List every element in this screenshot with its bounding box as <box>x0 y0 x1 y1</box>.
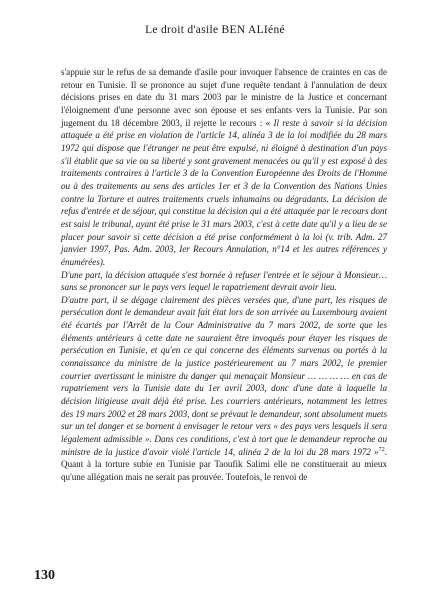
paragraph-3 <box>61 294 387 484</box>
paragraph-2 <box>61 269 387 294</box>
page-number: 130 <box>34 568 55 583</box>
footnote-reference[interactable]: 72 <box>378 446 385 453</box>
paragraph-3-tail: . Quant à la torture subie en Tunisie par Taoufik Salimi elle ne constituerait au mieux qu'une allégation mais ne serait pas prouvée. Toutefois, le renvoi de <box>61 446 387 482</box>
page-header-title: Le droit d'asile BEN ALIéné <box>145 24 285 36</box>
paragraph-1 <box>61 66 387 269</box>
paragraph-1-intro: s'appuie sur le refus de sa demande d'asile pour invoquer l'absence de craintes en cas de retour en Tunisie. Il se prononce au sujet d'une requête tendant à l'annulation de deux décisions prises en date du 31 mars 2003 par le ministre de la Justice et concernant l'éloignement d'une personne avec son épouse et ses enfants vers la Tunisie. Par son jugement du 18 décembre 2003, il rejette le recours : « <box>61 67 387 128</box>
paragraph-2-quote: D'une part, la décision attaquée s'est bornée à refuser l'entrée et le séjour à Monsieur… sans se prononcer sur le pays vers lequel le rapatriement devrait avoir lieu. <box>61 269 387 293</box>
paragraph-3-quote: D'autre part, il se dégage clairement des pièces versées que, d'une part, les risques de persécution dont le demandeur avait fait état lors de son arrivée au Luxembourg avaient été écartés par l'Arrêt de la Cour Administrative du 7 mars 2002, de sorte que les éléments antérieurs à cette date ne sauraient être invoqués pour étayer les risques de persécution en Tunisie, et qu'en ce qui concerne des éléments survenus ou portés à la connaissance du ministre de la justice postérieurement au 7 mars 2002, le premier courrier avertissant le ministre du danger qui menaçait Monsieur … … … … en cas de rapatriement vers la Tunisie date du 1er avril 2003, donc d'une date à laquelle la décision litigieuse avait déjà été prise. Les courriers antérieurs, notamment les lettres des 19 mars 2002 et 28 mars 2003, dont se prévaut le demandeur, sont absolument muets sur un tel danger et se bornent à envisager le retour vers « des pays vers lesquels il sera légalement admissible ». Dans ces conditions, c'est à tort que le demandeur reproche au ministre de la justice d'avoir violé l'article 14, alinéa 2 de la loi du 28 mars 1972 » <box>61 294 387 457</box>
body-text <box>61 66 387 484</box>
paragraph-1-quote: Il reste à savoir si la décision attaquée a été prise en violation de l'article 14, alinéa 3 de la loi modifiée du 28 mars 1972 qui dispose que l'étranger ne peut être expulsé, ni éloigné à destination d'un pays s'il établit que sa vie ou sa liberté y sont gravement menacées ou qu'il y est exposé à des traitements contraires à l'article 3 de la Convention Européenne des Droits de l'Homme ou à des traitements au sens des articles 1er et 3 de la Convention des Nations Unies contre la Torture et autres traitements cruels inhumains ou dégradants. La décision de refus d'entrée et de séjour, qui constitue la décision qui a été attaquée par le recours dont est saisi le tribunal, ayant été prise le 31 mars 2003, c'est à cette date qu'il y a lieu de se placer pour savoir si cette décision a été prise conformément à la loi (v. trib. Adm. 27 janvier 1997, Pas. Adm. 2003, Ier Recours Annulation, n°14 et les autres références y énumérées). <box>61 117 387 267</box>
